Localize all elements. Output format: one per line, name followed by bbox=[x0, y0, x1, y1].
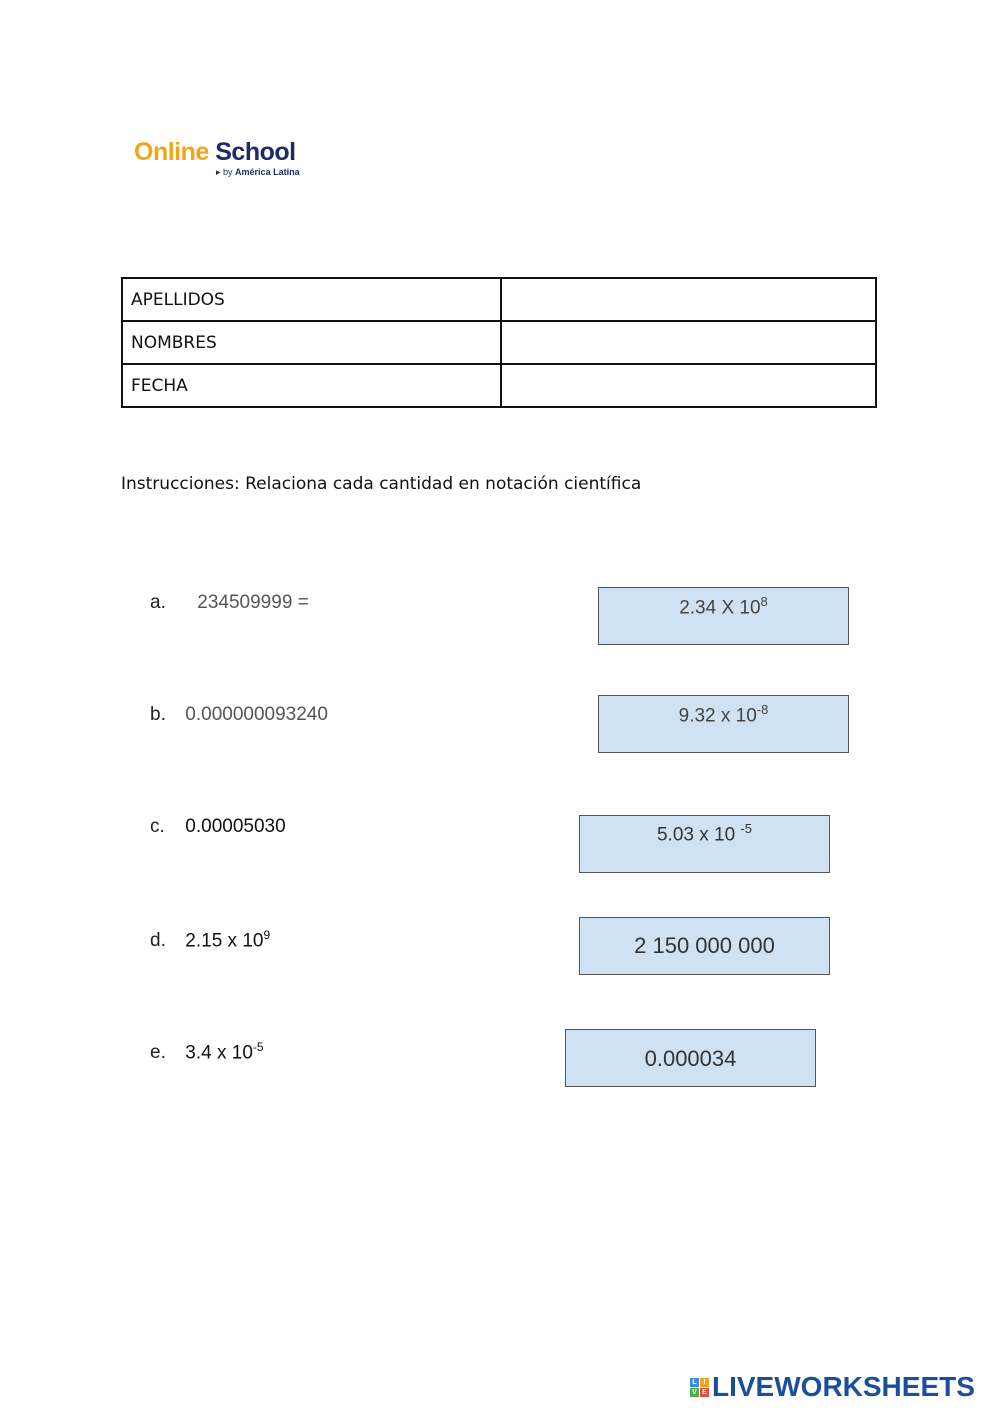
logo-subtitle: ▸ by América Latina bbox=[216, 167, 300, 177]
question-letter: c. bbox=[150, 816, 165, 837]
grid-letter: I bbox=[700, 1378, 709, 1387]
question-letter: e. bbox=[150, 1042, 166, 1064]
grid-letter: V bbox=[690, 1388, 699, 1397]
answer-exponent: -5 bbox=[740, 821, 752, 836]
question-a bbox=[150, 592, 309, 614]
answer-base: 9.32 x 10 bbox=[678, 705, 757, 727]
nombres-label: NOMBRES bbox=[122, 321, 501, 364]
question-b bbox=[150, 704, 328, 726]
liveworksheets-logo bbox=[690, 1372, 975, 1402]
answer-base: 2.34 X 10 bbox=[679, 597, 761, 619]
answer-base: 2 150 000 000 bbox=[634, 933, 775, 958]
question-letter: a. bbox=[150, 592, 166, 613]
apellidos-label: APELLIDOS bbox=[122, 278, 501, 321]
question-d bbox=[150, 928, 270, 952]
table-row bbox=[122, 364, 876, 407]
nombres-field[interactable] bbox=[501, 321, 876, 364]
table-row bbox=[122, 278, 876, 321]
answer-exponent: 8 bbox=[760, 594, 768, 609]
liveworksheets-icon bbox=[690, 1378, 709, 1397]
grid-letter: L bbox=[690, 1378, 699, 1387]
answer-card-4[interactable] bbox=[579, 917, 830, 975]
answer-card-2[interactable] bbox=[598, 695, 849, 753]
question-value: 0.000000093240 bbox=[185, 704, 328, 725]
grid-letter: E bbox=[700, 1388, 709, 1397]
online-school-logo bbox=[134, 138, 300, 178]
student-info-table bbox=[121, 277, 877, 408]
table-row bbox=[122, 321, 876, 364]
answer-card-3[interactable] bbox=[579, 815, 830, 873]
question-exponent: -5 bbox=[252, 1040, 264, 1054]
answer-card-5[interactable] bbox=[565, 1029, 816, 1087]
question-e bbox=[150, 1040, 264, 1064]
instructions-text: Instrucciones: Relaciona cada cantidad en notación científica bbox=[121, 474, 642, 494]
question-value: 3.4 x 10 bbox=[185, 1042, 253, 1064]
liveworksheets-wordmark: LIVEWORKSHEETS bbox=[712, 1371, 975, 1402]
question-letter: b. bbox=[150, 704, 166, 725]
logo-wordmark: Online School bbox=[134, 138, 296, 166]
question-c bbox=[150, 816, 286, 838]
question-value: 234509999 = bbox=[197, 592, 309, 613]
fecha-label: FECHA bbox=[122, 364, 501, 407]
question-letter: d. bbox=[150, 930, 166, 952]
apellidos-field[interactable] bbox=[501, 278, 876, 321]
question-value: 2.15 x 10 bbox=[185, 930, 264, 952]
question-value: 0.00005030 bbox=[185, 816, 286, 837]
fecha-field[interactable] bbox=[501, 364, 876, 407]
answer-exponent: -8 bbox=[756, 702, 769, 717]
answer-base: 0.000034 bbox=[644, 1046, 737, 1071]
question-exponent: 9 bbox=[263, 928, 271, 942]
answer-base: 5.03 x 10 bbox=[656, 824, 741, 846]
answer-card-1[interactable] bbox=[598, 587, 849, 645]
